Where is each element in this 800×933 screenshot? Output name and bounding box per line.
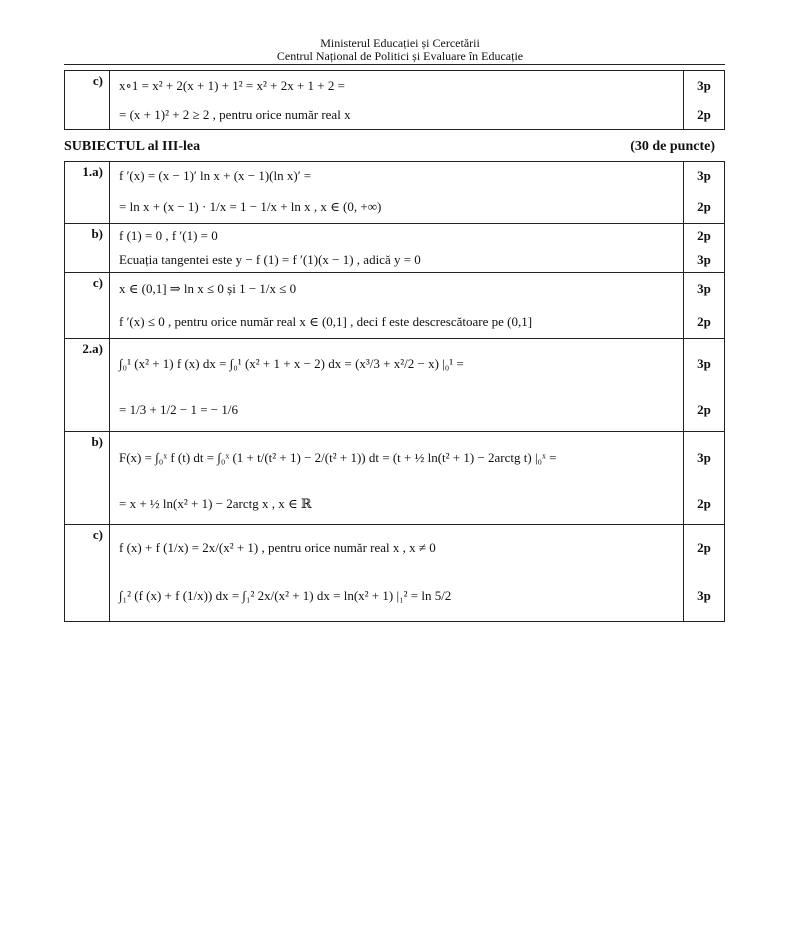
solution-line: f (x) + f (1/x) = 2x/(x² + 1) , pentru orice număr real x , x ≠ 0: [119, 540, 436, 555]
solution-line: f ′(x) ≤ 0 , pentru orice număr real x ∈ (0,1] , deci f este descrescătoare pe (0,1]: [119, 313, 533, 329]
grading-row: [65, 162, 725, 224]
item-label: b): [65, 224, 110, 273]
item-label: c): [65, 273, 110, 339]
item-label: b): [65, 432, 110, 525]
solution-line: F(x) = ∫₀ˣ f (t) dt = ∫₀ˣ (1 + t/(t² + 1) − 2/(t² + 1)) dt = (t + ½ ln(t² + 1) − 2arctg t) |₀ˣ =: [119, 449, 557, 465]
grading-row: [65, 224, 725, 273]
solution-cell: [110, 339, 684, 432]
points-value: 3p: [697, 281, 711, 296]
solution-cell: [110, 273, 684, 339]
points-cell: [684, 162, 725, 224]
section-heading: [64, 139, 725, 155]
grading-row: [65, 525, 725, 622]
solution-line: ∫₁² (f (x) + f (1/x)) dx = ∫₁² 2x/(x² + 1) dx = ln(x² + 1) |₁² = ln 5/2: [119, 588, 452, 603]
points-value: 3p: [697, 449, 711, 465]
points-value: 2p: [697, 402, 711, 417]
solution-line: f (1) = 0 , f ′(1) = 0: [119, 228, 218, 243]
solution-line: = x + ½ ln(x² + 1) − 2arctg x , x ∈ ℝ: [119, 495, 312, 511]
grading-row: [65, 273, 725, 339]
solution-line: Ecuația tangentei este y − f (1) = f ′(1)(x − 1) , adică y = 0: [119, 252, 421, 267]
solution-cell: [110, 162, 684, 224]
header-divider: [64, 64, 725, 65]
item-label: c): [65, 71, 110, 130]
header-ministry: Ministerul Educației și Cercetării: [320, 36, 480, 50]
section-title: SUBIECTUL al III-lea: [64, 139, 201, 154]
solution-cell: [110, 224, 684, 273]
points-cell: [684, 525, 725, 622]
solution-line: f ′(x) = (x − 1)′ ln x + (x − 1)(ln x)′ =: [119, 168, 312, 183]
item-label: c): [65, 525, 110, 622]
grading-row: [65, 339, 725, 432]
points-cell: [684, 71, 725, 130]
points-value: 2p: [697, 228, 711, 243]
points-value: 2p: [697, 540, 711, 555]
grading-table-top: [64, 70, 725, 130]
solution-cell: [110, 525, 684, 622]
solution-line: ∫₀¹ (x² + 1) f (x) dx = ∫₀¹ (x² + 1 + x − 2) dx = (x³/3 + x²/2 − x) |₀¹ =: [119, 356, 464, 371]
grading-row: [65, 71, 725, 130]
header-center: Centrul Național de Politici și Evaluare în Educație: [276, 49, 524, 63]
points-value: 2p: [697, 107, 711, 122]
item-label: 2.a): [65, 339, 110, 432]
grading-row: [65, 432, 725, 525]
solution-line: = (x + 1)² + 2 ≥ 2 , pentru orice număr real x: [119, 107, 351, 122]
points-value: 2p: [697, 313, 711, 329]
points-value: 3p: [697, 588, 711, 603]
solution-cell: [110, 71, 684, 130]
points-value: 3p: [697, 356, 711, 371]
points-cell: [684, 273, 725, 339]
solution-line: x ∈ (0,1] ⇒ ln x ≤ 0 și 1 − 1/x ≤ 0: [119, 281, 297, 296]
solution-cell: [110, 432, 684, 525]
points-value: 3p: [697, 168, 711, 183]
item-label: 1.a): [65, 162, 110, 224]
points-cell: [684, 432, 725, 525]
solution-line: = 1/3 + 1/2 − 1 = − 1/6: [119, 402, 238, 417]
points-cell: [684, 224, 725, 273]
points-cell: [684, 339, 725, 432]
points-value: 2p: [697, 495, 711, 511]
grading-table-main: [64, 161, 725, 622]
points-value: 3p: [697, 252, 711, 267]
points-value: 3p: [697, 78, 711, 93]
points-value: 2p: [697, 198, 711, 214]
solution-line: = ln x + (x − 1) · 1/x = 1 − 1/x + ln x , x ∈ (0, +∞): [119, 198, 382, 214]
section-points: (30 de puncte): [630, 139, 715, 154]
solution-line: x∘1 = x² + 2(x + 1) + 1² = x² + 2x + 1 + 2 =: [119, 78, 345, 93]
document-header: [0, 37, 800, 63]
